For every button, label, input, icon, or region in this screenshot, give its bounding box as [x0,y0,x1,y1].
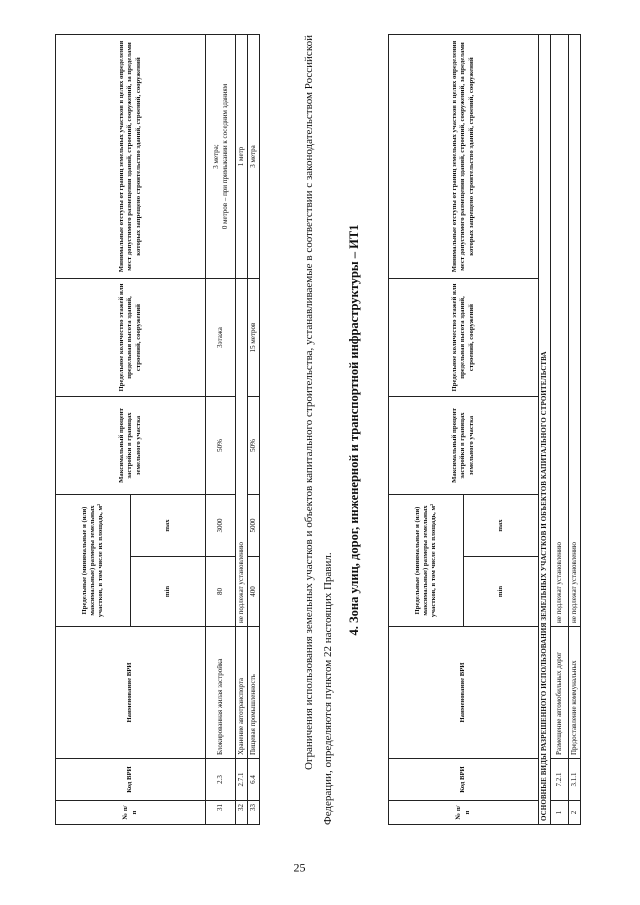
table-row [206,35,236,825]
header-num: № п/п [56,801,206,825]
row-setback: 1 метр [236,35,248,279]
row-merged: не подлежат установлению [550,35,568,627]
row-code: 6.4 [247,759,259,801]
row-name: Хранение автотранспорта [236,627,248,759]
header-name: Наименование ВРИ [389,627,539,759]
row-max: 5000 [247,495,259,557]
row-num: 33 [247,801,259,825]
row-max: 3000 [206,495,236,557]
zone-heading: 4. Зона улиц, дорог, инженерной и транспортной инфраструктуры – ИТ1 [347,224,361,636]
table-row [236,35,248,825]
zone-table-2 [388,34,581,825]
header-setback: Минимальные отступы от границ земельных участков в целях определения мест допустимого размещения зданий, строений, сооружений, за пределами которых запрещено строительство зданий, строений, сооружений [56,35,206,279]
row-setback: 3 метра [247,35,259,279]
row-code: 7.2.1 [550,759,568,801]
header-code: Код ВРИ [389,759,539,801]
setback-line: 0 метров – при примыкании к соседним зданиям [220,83,229,230]
table-row [568,35,580,825]
header-height: Предельное количество этажей или предельная высота зданий, строений, сооружений [56,279,206,397]
header-sizes: Предельные (минимальные и (или) максимальные) размеры земельных участков, в том числе их площадь, м² [56,495,131,627]
header-min: min [464,557,539,627]
row-percent: 50% [247,397,259,495]
row-height: 15 метров [247,279,259,397]
row-code: 2.7.1 [236,759,248,801]
section-title: ОСНОВНЫЕ ВИДЫ РАЗРЕШЕННОГО ИСПОЛЬЗОВАНИЯ ЗЕМЕЛЬНЫХ УЧАСТКОВ И ОБЪЕКТОВ КАПИТАЛЬНОГО СТРОИТЕЛЬСТВА [539,35,551,825]
header-min: min [131,557,206,627]
row-name: Размещение автомобильных дорог [550,627,568,759]
header-height: Предельное количество этажей или предельная высота зданий, строений, сооружений [389,279,539,397]
table-row [247,35,259,825]
header-max: max [464,495,539,557]
row-merged: не подлежат установлению [568,35,580,627]
header-percent: Максимальный процент застройки в границах земельного участка [389,397,539,495]
header-max: max [131,495,206,557]
row-num: 32 [236,801,248,825]
row-percent: 50% [206,397,236,495]
row-min: 80 [206,557,236,627]
row-num: 2 [568,801,580,825]
table-row [550,35,568,825]
row-name: Блокированная жилая застройка [206,627,236,759]
row-name: Предоставление коммунальных [568,627,580,759]
row-num: 31 [206,801,236,825]
page-number: 25 [293,860,306,875]
header-setback: Минимальные отступы от границ земельных участков в целях определения мест допустимого размещения зданий, строений, сооружений, за пределами которых запрещено строительство зданий, строений, сооружений [389,35,539,279]
header-num: № п/п [389,801,539,825]
row-height: 3этажа [206,279,236,397]
row-setback [206,35,236,279]
header-percent: Максимальный процент застройки в границах земельного участка [56,397,206,495]
row-name: Пищевая промышленность [247,627,259,759]
row-code: 3.1.1 [568,759,580,801]
header-name: Наименование ВРИ [56,627,206,759]
row-merged: не подлежат установлению [236,279,248,627]
row-code: 2.3 [206,759,236,801]
zone-table-1 [55,34,260,825]
row-min: 400 [247,557,259,627]
row-num: 1 [550,801,568,825]
setback-line: 3 метра; [211,144,220,169]
header-code: Код ВРИ [56,759,206,801]
header-sizes: Предельные (минимальные и (или) максимальные) размеры земельных участков, в том числе их площадь, м² [389,495,464,627]
restrictions-paragraph: Ограничения использования земельных участков и объектов капитального строительства, устанавливаемые в соответствии с законодательством Российской Федерации, определяются пунктом 22 настоящих Правил. [303,35,334,825]
